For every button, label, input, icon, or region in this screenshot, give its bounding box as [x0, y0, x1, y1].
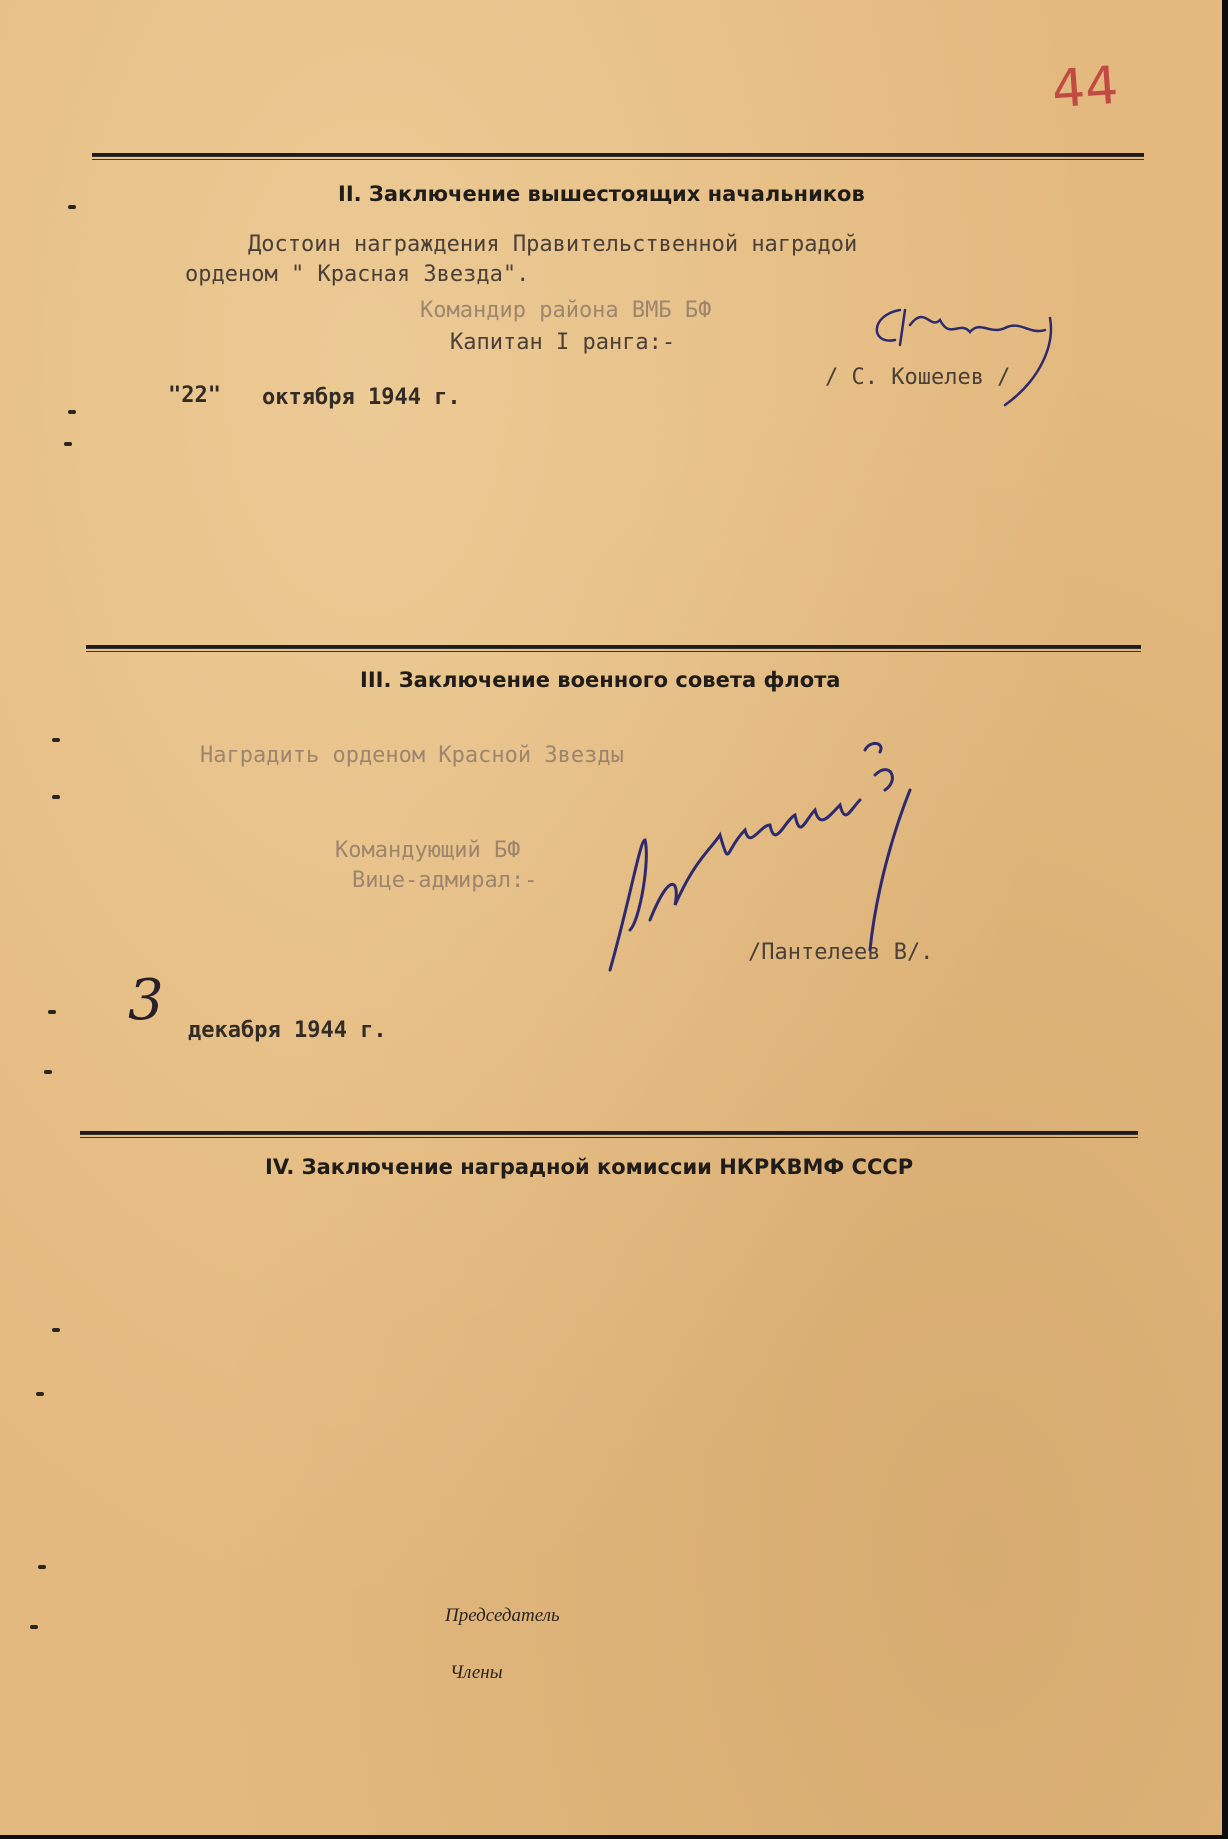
binding-hole	[52, 795, 60, 799]
binding-hole	[44, 1070, 52, 1074]
binding-hole	[30, 1625, 38, 1629]
section2-commander-rank: Капитан I ранга:-	[450, 330, 676, 355]
binding-hole	[64, 442, 72, 446]
section3-decision: Наградить орденом Красной Звезды	[200, 743, 624, 768]
section3-commander-rank: Вице-адмирал:-	[352, 868, 538, 893]
section3-date-day: 3	[128, 968, 164, 1033]
binding-hole	[48, 1010, 56, 1014]
binding-hole	[52, 1328, 60, 1332]
section3-heading: III. Заключение военного совета флота	[360, 668, 841, 692]
section2-commander-position: Командир района ВМБ БФ	[420, 298, 712, 323]
section4-heading: IV. Заключение наградной комиссии НКРКВМФ СССР	[265, 1155, 914, 1179]
section3-signature	[600, 730, 930, 980]
section4-members-label: Члены	[450, 1662, 503, 1683]
binding-hole	[36, 1392, 44, 1396]
section3-commander-name: /Пантелеев В/.	[748, 940, 934, 965]
section2-recommendation-line1: Достоин награждения Правительственной наградой	[248, 232, 858, 257]
binding-hole	[68, 410, 76, 414]
archive-page-number: 44	[1049, 55, 1121, 121]
section2-date-day: "22"	[168, 383, 221, 408]
section4-chairman-label: Председатель	[445, 1605, 560, 1626]
section2-commander-name: / С. Кошелев /	[825, 365, 1011, 390]
section2-recommendation-line2: орденом " Красная Звезда".	[185, 262, 530, 287]
section3-divider	[86, 645, 1141, 649]
binding-hole	[38, 1565, 46, 1569]
section3-date: декабря 1944 г.	[188, 1018, 387, 1043]
binding-hole	[52, 738, 60, 742]
section4-divider	[80, 1131, 1138, 1135]
section2-date: октября 1944 г.	[262, 385, 461, 410]
binding-hole	[68, 205, 76, 209]
section2-divider	[92, 153, 1144, 157]
section3-commander-position: Командующий БФ	[335, 838, 521, 863]
section2-heading: II. Заключение вышестоящих начальников	[338, 182, 865, 206]
section2-signature	[840, 290, 1080, 410]
